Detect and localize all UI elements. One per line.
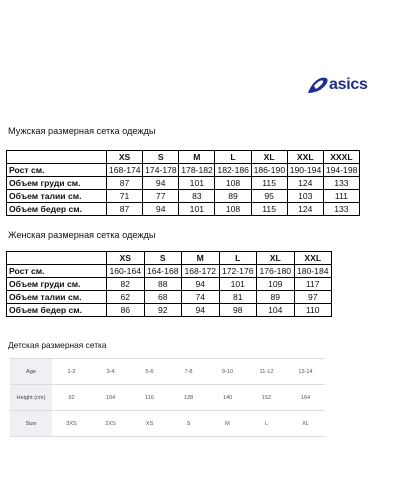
- kids-size-table: [10, 358, 325, 437]
- value-cell: 124: [287, 203, 323, 216]
- value-cell: 2XS: [91, 411, 130, 437]
- value-cell: M: [208, 411, 247, 437]
- value-cell: 7-8: [169, 359, 208, 385]
- value-cell: 194-198: [323, 164, 359, 177]
- value-cell: 172-176: [219, 265, 257, 278]
- row-label: Height (cm): [10, 385, 52, 411]
- value-cell: 168-174: [107, 164, 143, 177]
- value-cell: 174-178: [143, 164, 179, 177]
- value-cell: 164-168: [144, 265, 182, 278]
- value-cell: 94: [182, 278, 220, 291]
- value-cell: 74: [182, 291, 220, 304]
- value-cell: 82: [107, 278, 145, 291]
- row-label: Size: [10, 411, 52, 437]
- asics-logo: [306, 74, 372, 96]
- women-size-table: [6, 251, 332, 317]
- table-row: [10, 411, 325, 437]
- size-header-cell: M: [179, 151, 215, 164]
- value-cell: 111: [323, 190, 359, 203]
- table-row: [7, 291, 332, 304]
- size-header-cell: XXL: [287, 151, 323, 164]
- header-row: [7, 252, 332, 265]
- table-row: [7, 190, 360, 203]
- value-cell: 9-10: [208, 359, 247, 385]
- row-label: Объем талии см.: [7, 190, 107, 203]
- value-cell: 133: [323, 177, 359, 190]
- size-header-cell: XXXL: [323, 151, 359, 164]
- men-size-table: [6, 150, 360, 216]
- women-size-chart-title: Женская размерная сетка одежды: [8, 230, 156, 240]
- row-label: Объем груди см.: [7, 278, 107, 291]
- value-cell: 95: [251, 190, 287, 203]
- value-cell: 101: [179, 203, 215, 216]
- table-row: [10, 359, 325, 385]
- size-header-cell: L: [215, 151, 251, 164]
- value-cell: 77: [143, 190, 179, 203]
- value-cell: 164: [286, 385, 325, 411]
- value-cell: S: [169, 411, 208, 437]
- value-cell: 92: [144, 304, 182, 317]
- table-row: [7, 278, 332, 291]
- value-cell: 115: [251, 177, 287, 190]
- size-header-cell: S: [143, 151, 179, 164]
- size-header-cell: S: [144, 252, 182, 265]
- corner-cell: [7, 151, 107, 164]
- kids-size-chart-title: Детская размерная сетка: [8, 340, 107, 350]
- value-cell: 133: [323, 203, 359, 216]
- value-cell: 94: [143, 177, 179, 190]
- value-cell: 88: [144, 278, 182, 291]
- value-cell: 108: [215, 177, 251, 190]
- value-cell: 86: [107, 304, 145, 317]
- value-cell: 87: [107, 177, 143, 190]
- value-cell: 13-14: [286, 359, 325, 385]
- value-cell: 115: [251, 203, 287, 216]
- value-cell: 110: [294, 304, 332, 317]
- value-cell: 101: [179, 177, 215, 190]
- value-cell: XL: [286, 411, 325, 437]
- row-label: Объем груди см.: [7, 177, 107, 190]
- men-size-chart-title: Мужская размерная сетка одежды: [8, 126, 156, 136]
- value-cell: 190-194: [287, 164, 323, 177]
- value-cell: 98: [219, 304, 257, 317]
- size-header-cell: XL: [251, 151, 287, 164]
- value-cell: 176-180: [257, 265, 295, 278]
- value-cell: 104: [91, 385, 130, 411]
- row-label: Рост см.: [7, 265, 107, 278]
- table-row: [10, 385, 325, 411]
- row-label: Объем бедер см.: [7, 304, 107, 317]
- value-cell: 103: [287, 190, 323, 203]
- row-label: Age: [10, 359, 52, 385]
- size-header-cell: XL: [257, 252, 295, 265]
- value-cell: 117: [294, 278, 332, 291]
- value-cell: 5-6: [130, 359, 169, 385]
- value-cell: 168-172: [182, 265, 220, 278]
- value-cell: 92: [52, 385, 91, 411]
- value-cell: 186-190: [251, 164, 287, 177]
- value-cell: 62: [107, 291, 145, 304]
- value-cell: 124: [287, 177, 323, 190]
- size-header-cell: XS: [107, 151, 143, 164]
- value-cell: 3XS: [52, 411, 91, 437]
- size-header-cell: L: [219, 252, 257, 265]
- value-cell: 109: [257, 278, 295, 291]
- brand-wordmark: asics: [329, 76, 368, 93]
- value-cell: 178-182: [179, 164, 215, 177]
- value-cell: 182-186: [215, 164, 251, 177]
- size-header-cell: M: [182, 252, 220, 265]
- size-header-cell: XS: [107, 252, 145, 265]
- value-cell: 94: [182, 304, 220, 317]
- value-cell: 152: [247, 385, 286, 411]
- table-row: [7, 304, 332, 317]
- corner-cell: [7, 252, 107, 265]
- value-cell: 140: [208, 385, 247, 411]
- size-header-cell: XXL: [294, 252, 332, 265]
- value-cell: 71: [107, 190, 143, 203]
- table-row: [7, 164, 360, 177]
- value-cell: 101: [219, 278, 257, 291]
- table-row: [7, 203, 360, 216]
- value-cell: 3-4: [91, 359, 130, 385]
- value-cell: 160-164: [107, 265, 145, 278]
- value-cell: 11-12: [247, 359, 286, 385]
- value-cell: 94: [143, 203, 179, 216]
- value-cell: 108: [215, 203, 251, 216]
- value-cell: 128: [169, 385, 208, 411]
- table-row: [7, 177, 360, 190]
- row-label: Объем бедер см.: [7, 203, 107, 216]
- value-cell: XS: [130, 411, 169, 437]
- value-cell: 89: [257, 291, 295, 304]
- header-row: [7, 151, 360, 164]
- value-cell: 1-2: [52, 359, 91, 385]
- value-cell: 68: [144, 291, 182, 304]
- value-cell: 81: [219, 291, 257, 304]
- value-cell: 89: [215, 190, 251, 203]
- value-cell: 104: [257, 304, 295, 317]
- value-cell: 87: [107, 203, 143, 216]
- value-cell: 180-184: [294, 265, 332, 278]
- row-label: Объем талии см.: [7, 291, 107, 304]
- value-cell: L: [247, 411, 286, 437]
- table-row: [7, 265, 332, 278]
- row-label: Рост см.: [7, 164, 107, 177]
- value-cell: 83: [179, 190, 215, 203]
- value-cell: 97: [294, 291, 332, 304]
- value-cell: 116: [130, 385, 169, 411]
